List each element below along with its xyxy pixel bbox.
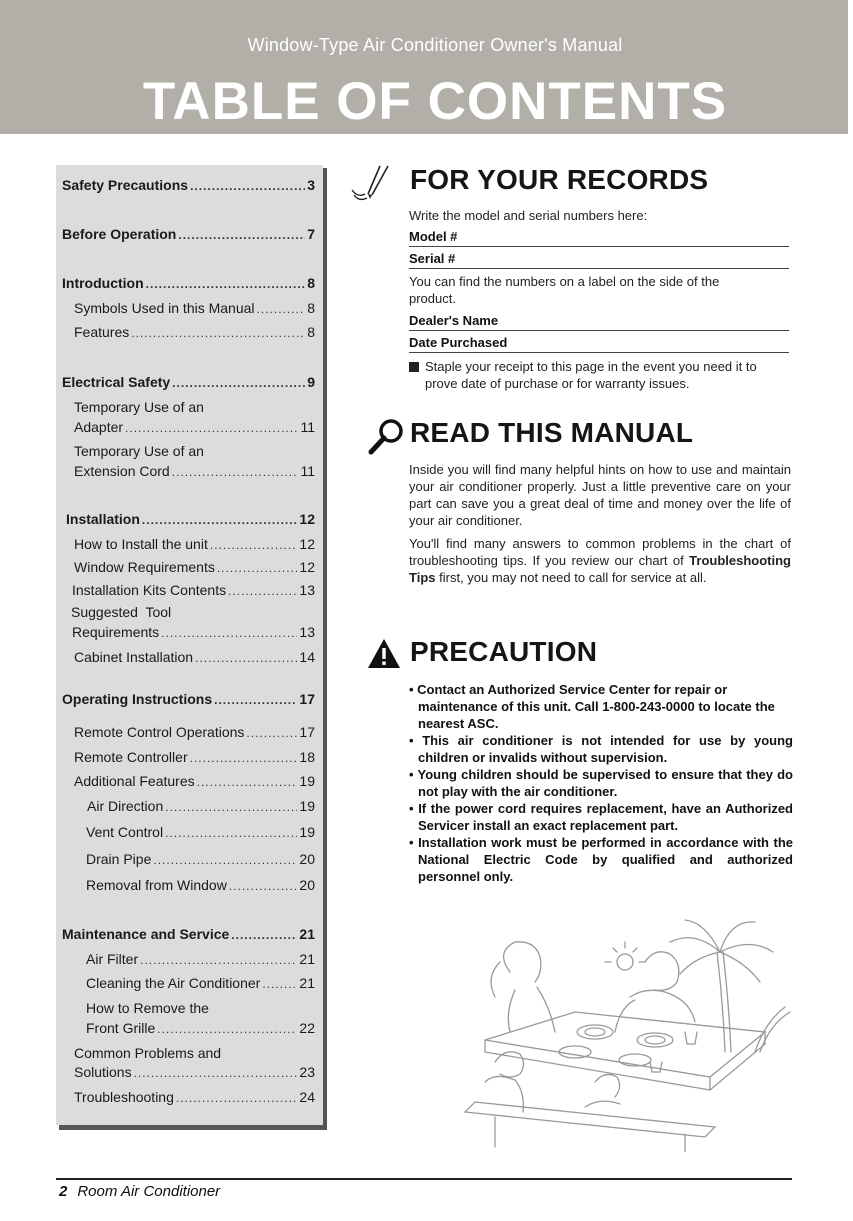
toc-entry-temporary-adapter-line1: Temporary Use of an — [74, 399, 204, 415]
toc-entry-common-problems-line1: Common Problems and — [74, 1045, 222, 1061]
precaution-item: • Installation work must be performed in accordance with the National Electric Code by qualified and authorized personnel only. — [409, 835, 793, 884]
toc-entry-installation-kits[interactable]: Installation Kits Contents ..... 13 — [72, 581, 315, 600]
footer-rule — [56, 1178, 792, 1180]
toc-entry-remove-grille-line1: How to Remove the — [86, 1000, 209, 1016]
toc-entry-electrical-safety[interactable]: Electrical Safety ..... 9 — [62, 373, 315, 392]
toc-entry-cleaning[interactable]: Cleaning the Air Conditioner ..... 21 — [86, 974, 315, 993]
footer-title: Room Air Conditioner — [77, 1183, 221, 1200]
toc-entry-operating-instructions[interactable]: Operating Instructions ..... 17 — [62, 690, 315, 709]
toc-entry-vent-control[interactable]: Vent Control ..... 19 — [86, 823, 315, 842]
pen-icon — [350, 164, 402, 204]
precaution-item: • If the power cord requires replacement, have an Authorized Servicer install an exact replacement part. — [409, 801, 793, 833]
records-title: FOR YOUR RECORDS — [410, 164, 709, 195]
toc-entry-cabinet-installation[interactable]: Cabinet Installation ..... 14 — [74, 648, 315, 667]
toc-entry-temporary-extension-line1: Temporary Use of an — [74, 443, 204, 459]
model-number-field[interactable]: Model # — [409, 229, 789, 247]
toc-entry-symbols[interactable]: Symbols Used in this Manual ..... 8 — [74, 299, 315, 318]
manual-title: READ THIS MANUAL — [410, 417, 694, 448]
page-header — [0, 0, 848, 134]
toc-entry-troubleshooting[interactable]: Troubleshooting ..... 24 — [74, 1088, 315, 1107]
toc-entry-remote-controller[interactable]: Remote Controller ..... 18 — [74, 748, 315, 767]
toc-entry-additional-features[interactable]: Additional Features ..... 19 — [74, 772, 315, 791]
serial-number-field[interactable]: Serial # — [409, 251, 789, 269]
toc-entry-air-filter[interactable]: Air Filter ..... 21 — [86, 950, 315, 969]
manual-paragraph-2: You'll find many answers to common problems in the chart of troubleshooting tips. If you review our chart of Troubleshooting Tips first, you may not need to call for service at all. — [409, 536, 791, 585]
toc-entry-solutions[interactable]: Solutions ..... 23 — [74, 1063, 315, 1082]
toc-entry-air-direction[interactable]: Air Direction ..... 19 — [87, 797, 315, 816]
precaution-title: PRECAUTION — [410, 636, 598, 667]
toc-shadow-bottom — [59, 1125, 327, 1130]
records-label-note: You can find the numbers on a label on the side of the product. — [409, 274, 720, 306]
toc-entry-safety-precautions[interactable]: Safety Precautions ..... 3 — [62, 176, 315, 195]
toc-entry-introduction[interactable]: Introduction ..... 8 — [62, 274, 315, 293]
toc-entry-how-to-install[interactable]: How to Install the unit ..... 12 — [74, 535, 315, 554]
toc-entry-remote-control-operations[interactable]: Remote Control Operations ..... 17 — [74, 723, 315, 742]
toc-entry-maintenance[interactable]: Maintenance and Service ..... 21 — [62, 925, 315, 944]
table-of-contents — [56, 165, 323, 1125]
toc-entry-removal-from-window[interactable]: Removal from Window ..... 20 — [86, 876, 315, 895]
precaution-item: • Contact an Authorized Service Center for repair or maintenance of this unit. Call 1-800-243-0000 to locate the nearest ASC. — [409, 682, 775, 731]
manual-paragraph-1: Inside you will find many helpful hints on how to use and maintain your air conditioner properly. Just a little preventive care on your part can save you a great deal of time and money over the life of your air conditioner. — [409, 462, 791, 528]
toc-entry-features[interactable]: Features ..... 8 — [74, 323, 315, 342]
page-title: TABLE OF CONTENTS — [142, 72, 728, 131]
precaution-list — [409, 681, 793, 885]
toc-entry-installation[interactable]: Installation ..... 12 — [66, 510, 315, 529]
warning-icon — [366, 637, 402, 671]
toc-entry-front-grille[interactable]: Front Grille ..... 22 — [86, 1019, 315, 1038]
family-picnic-illustration — [455, 912, 795, 1152]
toc-entry-drain-pipe[interactable]: Drain Pipe ..... 20 — [86, 850, 315, 869]
precaution-item: • Young children should be supervised to ensure that they do not play with the air conditioner. — [409, 767, 793, 799]
header-edge — [848, 0, 853, 134]
dealer-name-field[interactable]: Dealer's Name — [409, 313, 789, 331]
square-bullet-icon — [409, 362, 419, 372]
manual-subtitle: Window-Type Air Conditioner Owner's Manual — [247, 35, 623, 55]
staple-note: Staple your receipt to this page in the event you need it to prove date of purchase or for warranty issues. — [409, 358, 791, 392]
magnifier-icon — [367, 417, 407, 457]
precaution-item: • This air conditioner is not intended for use by young children or invalids without supervision. — [409, 733, 793, 765]
toc-entry-before-operation[interactable]: Before Operation ..... 7 — [62, 225, 315, 244]
troubleshooting-tips-emphasis: Troubleshooting Tips — [409, 553, 791, 585]
toc-entry-suggested-tool-line1: Suggested Tool — [71, 604, 172, 620]
page-footer — [59, 1183, 220, 1200]
toc-entry-adapter[interactable]: Adapter ..... 11 — [74, 418, 315, 437]
date-purchased-field[interactable]: Date Purchased — [409, 335, 789, 353]
toc-entry-window-requirements[interactable]: Window Requirements ..... 12 — [74, 558, 315, 577]
records-intro: Write the model and serial numbers here: — [409, 208, 648, 223]
page-number: 2 — [59, 1183, 68, 1200]
toc-shadow-right — [323, 168, 327, 1130]
toc-entry-tool-requirements[interactable]: Requirements ..... 13 — [72, 623, 315, 642]
toc-entry-extension-cord[interactable]: Extension Cord ..... 11 — [74, 462, 315, 481]
